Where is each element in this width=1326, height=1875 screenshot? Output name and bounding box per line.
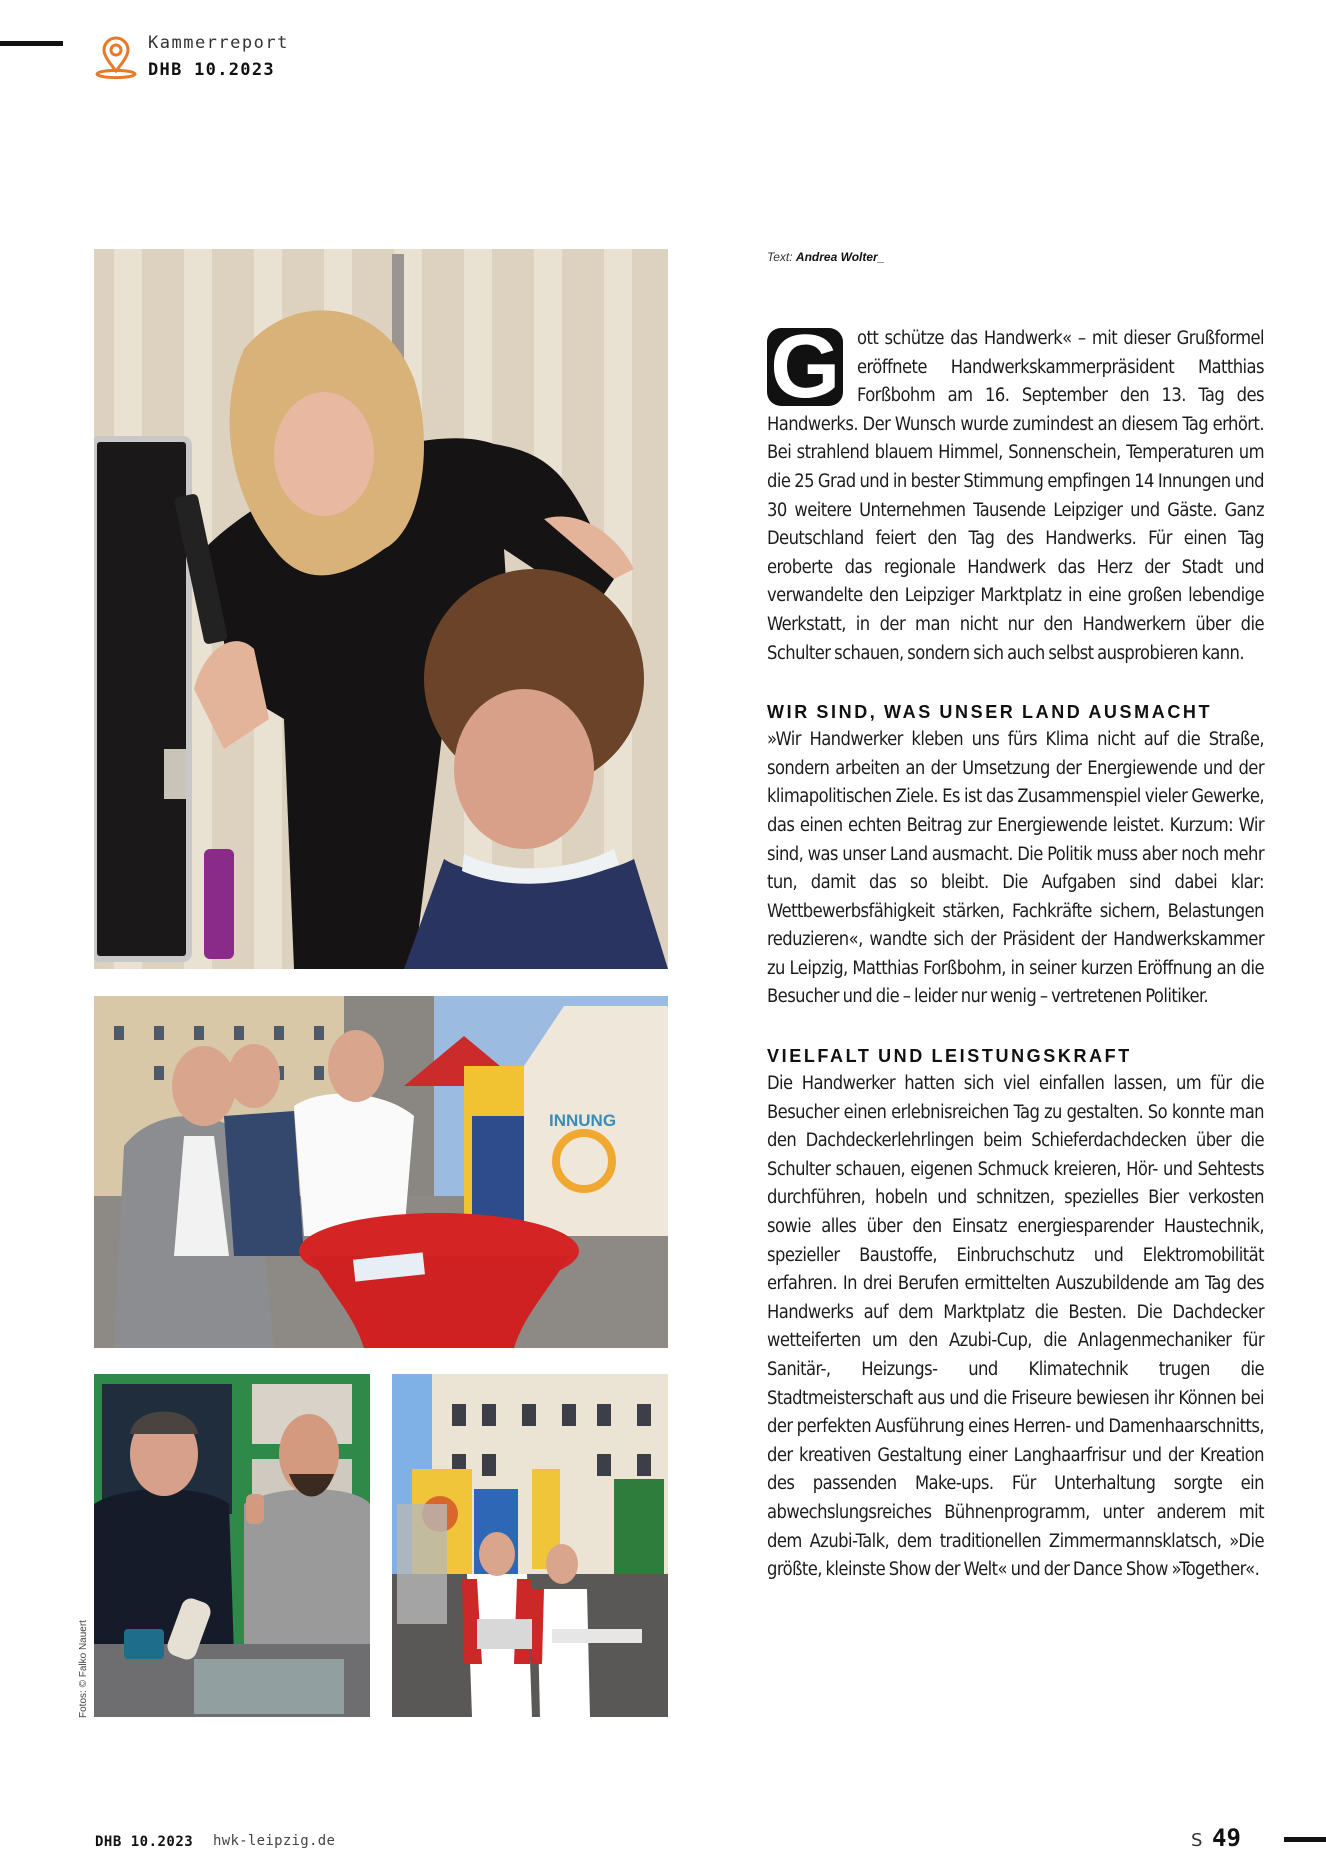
photo-market-table: [94, 996, 668, 1348]
photo-roofers: [94, 1374, 370, 1717]
article-body: [767, 317, 1264, 1585]
footer-issue: DHB 10.2023: [95, 1834, 194, 1850]
byline-prefix: Text:: [767, 250, 793, 264]
byline-author: Andrea Wolter_: [795, 250, 885, 264]
section-body: »Wir Handwerker kleben uns fürs Klima nicht auf die Straße, sondern arbeiten an der Umsetzung der Energiewende und der klimapolitischen Ziele. Es ist das Zusammenspiel vieler Gewerke, das einen echten Beitrag zur Energiewende leistet. Kurzum: Wir sind, was unser Land ausmacht. Die Politik muss aber noch mehr tun, damit das so bleibt. Die Aufgaben sind dabei klar: Wettbewerbsfähigkeit stärken, Fachkräfte sichern, Belastungen reduzieren«, wandte sich der Präsident der Handwerkskammer zu Leipzig, Matthias Forßbohm, in seiner kurzen Eröffnung an die Besucher und die – leider nur wenig – vertretenen Politiker.: [767, 729, 1264, 1008]
page-prefix: S: [1191, 1830, 1203, 1851]
photo-credit: Fotos: © Falko Nauert: [78, 1620, 89, 1718]
byline: [767, 250, 884, 264]
dropcap-letter: G: [770, 317, 840, 417]
article-intro: [767, 317, 1264, 668]
page-number: 49: [1212, 1824, 1241, 1852]
issue-label: DHB 10.2023: [148, 60, 275, 80]
section-body: Die Handwerker hatten sich viel einfallen lassen, um für die Besucher einen erlebnisreichen Tag zu gestalten. So konnte man den Dachdeckerlehrlingen beim Schieferdachdecken über die Schulter schauen, eigenen Schmuck kreieren, Hör- und Sehtests durchführen, hobeln und schnitzen, spezielles Bier verkosten sowie alles über den Einsatz energiesparender Haustechnik, spezieller Baustoffe, Einbruchschutz und Elektromobilität erfahren. In drei Berufen ermittelten Auszubildende am Tag des Handwerks auf dem Marktplatz die Besten. Die Dachdecker wetteiferten um den Azubi-Cup, die Anlagenmechaniker für Sanitär-, Heizungs- und Klimatechnik trugen die Stadtmeisterschaft aus und die Friseure bewiesen ihr Können bei der perfekten Ausführung eines Herren- und Damenhaarschnitts, der kreativen Gestaltung einer Langhaarfrisur und der Kreation des passenden Make-ups. Für Unterhaltung sorgte ein abwechslungsreiches Bühnenprogramm, unter anderem mit dem Azubi-Talk, dem traditionellen Zimmermannsklatsch, »Die größte, kleinste Show der Welt« und der Dance Show »Together«.: [767, 1073, 1264, 1581]
location-pin-icon: [95, 36, 137, 80]
photo-parade: [392, 1374, 668, 1717]
intro-text: ott schütze das Handwerk« – mit dieser Grußformel eröffnete Handwerkskammerpräsident Matthias Forßbohm am 16. September den 13. Tag des Handwerks. Der Wunsch wurde zumindest an diesem Tag erhört. Bei strahlend blauem Himmel, Sonnenschein, Temperaturen um die 25 Grad und in bester Stimmung empfingen 14 Innungen und 30 weitere Unternehmen Tausende Leipziger und Gäste. Ganz Deutschland feiert den Tag des Handwerks. Für einen Tag eroberte das regionale Handwerk das Herz der Stadt und verwandelte den Leipziger Marktplatz in eine großen lebendige Werkstatt, in der man nicht nur den Handwerkern über die Schulter schauen, sondern sich auch selbst ausprobieren kann.: [767, 328, 1264, 664]
dropcap: [767, 317, 843, 417]
section-heading: WIR SIND, WAS UNSER LAND AUSMACHT: [767, 702, 1213, 723]
section-kicker: Kammerreport: [148, 33, 289, 53]
photo-hairdresser: [94, 249, 668, 969]
footer-website-link[interactable]: hwk-leipzig.de: [213, 1833, 336, 1849]
header-rule: [0, 41, 63, 46]
footer-rule: [1284, 1837, 1326, 1842]
svg-text:INNUNG: INNUNG: [549, 1111, 617, 1130]
section-heading: VIELFALT UND LEISTUNGSKRAFT: [767, 1046, 1132, 1067]
